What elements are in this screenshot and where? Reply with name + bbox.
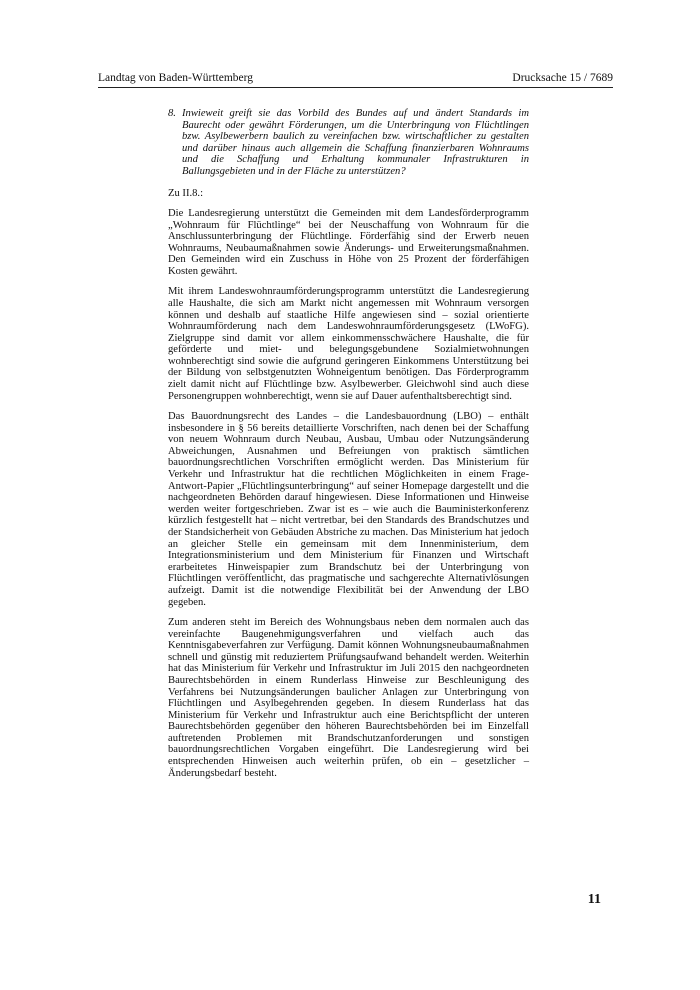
answer-paragraph: Das Bauordnungsrecht des Landes – die Landesbauordnung (LBO) – enthält insbesondere in § 56 bereits detaillierte Vorschriften, nach denen bei der Schaffung von neuem Wohnraum durch Neubau, Ausbau, Umbau oder Nutzungsänderung Abweichungen, Ausnahmen und Befreiungen von praktisch sämtlichen bauordnungsrechtlichen Vorschriften ermöglicht werden. Das Ministerium für Verkehr und Infrastruktur hat die rechtlichen Möglichkeiten in einem Frage-Antwort-Papier „Flüchtlingsunterbringung“ auf seiner Homepage dargestellt und die nachgeordneten Behörden darauf hingewiesen. Diese Informationen und Hinweise werden weiter fortgeschrieben. Zwar ist es – wie auch die Bauministerkonferenz kürzlich festgestellt hat – nicht vertretbar, bei den Standards des Brandschutzes und der Standsicherheit von Gebäuden Abstriche zu machen. Das Ministerium hat jedoch an gleicher Stelle ein gemeinsam mit dem Innenministerium, dem Integrationsministerium und dem Ministerium für Finanzen und Wirtschaft erarbeitetes Hinweispapier zum Brandschutz bei der Unterbringung von Flüchtlingen veröffentlicht, das pragmatische und sachgerechte Alternativlösungen aufzeigt. Damit ist die notwendige Flexibilität bei der Anwendung der LBO gegeben.: [168, 411, 529, 608]
header-document-number: Drucksache 15 / 7689: [512, 72, 613, 84]
running-header: [98, 72, 613, 86]
answer-heading: Zu II.8.:: [168, 187, 204, 199]
header-parliament-name: Landtag von Baden-Württemberg: [98, 72, 253, 84]
answer-paragraph: Die Landesregierung unterstützt die Gemeinden mit dem Landesförderprogramm „Wohnraum für Flüchtlinge“ bei der Neuschaffung von Wohnraum für die Anschlussunterbringung der Flüchtlinge. Förderfähig sind der Erwerb neuen Wohnraums, Neubaumaßnahmen sowie Änderungs- und Erweiterungsmaßnahmen. Den Gemeinden wird ein Zuschuss in Höhe von 25 Prozent der förderfähigen Kosten gewährt.: [168, 207, 529, 277]
question-text: Inwieweit greift sie das Vorbild des Bundes auf und ändert Standards im Baurecht oder gewährt Förderungen, um die Unterbringung von Flüchtlingen bzw. Asylbewerbern baulich zu vereinfachen bzw. wirtschaftlicher zu gestalten und darüber hinaus auch allgemein die Schaffung finanzierbaren Wohnraums und die Schaffung und Erhaltung kommunaler Infrastrukturen in Ballungsgebieten und in der Fläche zu unterstützen?: [182, 108, 529, 177]
answer-paragraph: Mit ihrem Landeswohnraumförderungsprogramm unterstützt die Landesregierung alle Haushalte, die sich am Markt nicht angemessen mit Wohnraum versorgen können und deshalb auf staatliche Hilfe angewiesen sind – sozial orientierte Wohnraumförderung nach dem Landeswohnraumförderungsgesetz (LWoFG). Zielgruppe sind damit vor allem einkommensschwächere Haushalte, die für geförderte und miet- und belegungsgebundene Sozialmietwohnungen wohnberechtigt sind sowie die aufgrund geringeren Einkommens Unterstützung bei der Bildung von selbstgenutzten Wohneigentum benötigen. Das Förderprogramm zielt damit nicht auf Flüchtlinge bzw. Asylbewerber. Gleichwohl sind auch diese Personengruppen wohnberechtigt, wenn sie auf Dauer aufenthaltsberechtigt sind.: [168, 286, 529, 402]
header-rule: [98, 87, 613, 88]
answer-paragraph: Zum anderen steht im Bereich des Wohnungsbaus neben dem normalen auch das vereinfachte Baugenehmigungsverfahren und vielfach auch das Kenntnisgabeverfahren zur Verfügung. Damit können Wohnungsneubaumaßnahmen schnell und günstig mit reduziertem Prüfungsaufwand behandelt werden. Weiterhin hat das Ministerium für Verkehr und Infrastruktur im Juli 2015 den nachgeordneten Baurechtsbehörden in einem Runderlass Hinweise zur Beschleunigung des Verfahrens bei Nutzungsänderungen baulicher Anlagen zur Unterbringung von Flüchtlingen und Asylbegehrenden gegeben. In diesem Runderlass hat das Ministerium für Verkehr und Infrastruktur auch eine Berichtspflicht der unteren Baurechtsbehörden gegenüber den höheren Baurechtsbehörden bei im Einzelfall auftretenden Problemen mit Brandschutzanforderungen und sonstigen bauordnungsrechtlichen Vorgaben eingeführt. Die Landesregierung wird bei entsprechenden Hinweisen auch weiterhin prüfen, ob ein – gesetzlicher – Änderungsbedarf besteht.: [168, 616, 529, 779]
question-number: 8.: [168, 108, 176, 119]
page-number: 11: [587, 892, 601, 907]
question-item: [168, 108, 529, 178]
document-body: [168, 108, 529, 788]
